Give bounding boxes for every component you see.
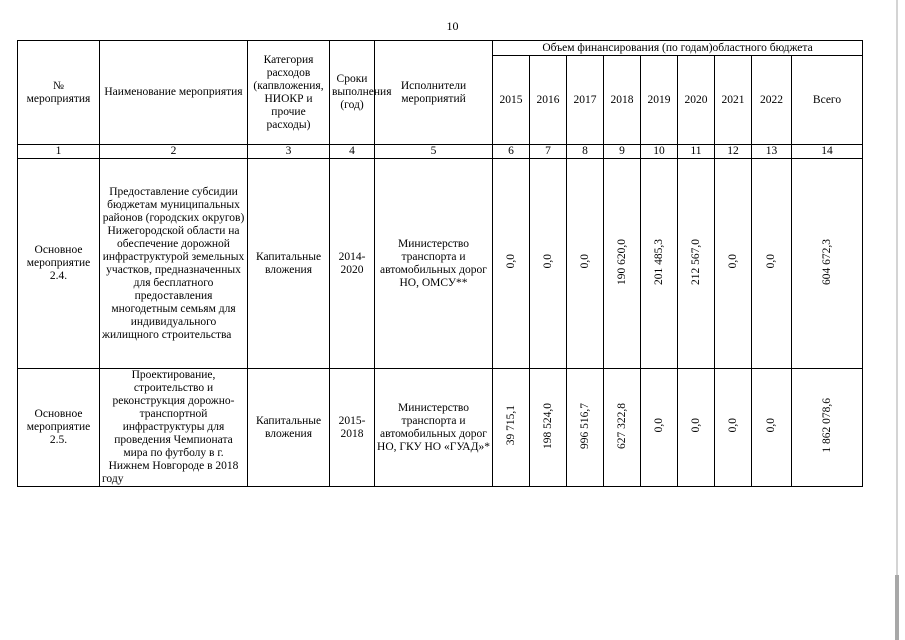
column-number: 4: [330, 145, 375, 159]
value-text: 627 322,8: [615, 402, 628, 449]
column-numbering-row: [18, 145, 863, 159]
row-value-2016: [530, 159, 567, 369]
header-name: Наименование мероприятия: [100, 41, 248, 145]
column-number: 3: [248, 145, 330, 159]
row-value-2019: [641, 159, 678, 369]
value-text: 39 715,1: [504, 405, 517, 446]
value-text: 996 516,7: [578, 402, 591, 449]
row-executors: Министерство транспорта и автомобильных дорог НО, ОМСУ**: [375, 159, 493, 369]
row-value-2019: [641, 369, 678, 487]
column-number: 2: [100, 145, 248, 159]
row-number: Основное мероприятие 2.4.: [18, 159, 100, 369]
column-number: 9: [604, 145, 641, 159]
row-name: Проектирование, строительство и реконструкция дорожно-транспортной инфраструктуры для проведения Чемпионата мира по футболу в г. Нижнем Новгороде в 2018 году: [100, 369, 248, 487]
row-value-2021: [715, 159, 752, 369]
header-year: 2021: [715, 56, 752, 145]
row-name: Предоставление субсидии бюджетам муниципальных районов (городских округов) Нижегородской области на обеспечение дорожной инфраструктурой земельных участков, предназначенных для бесплатного предоставления многодетным семьям для индивидуального жилищного строительства: [100, 159, 248, 369]
row-value-2017: [567, 369, 604, 487]
value-text: 0,0: [726, 254, 739, 269]
header-year: 2017: [567, 56, 604, 145]
column-number: 5: [375, 145, 493, 159]
value-text: 1 862 078,6: [820, 398, 833, 453]
row-value-2015: [493, 369, 530, 487]
header-year: 2019: [641, 56, 678, 145]
value-text: 0,0: [726, 418, 739, 433]
row-terms: 2015-2018: [330, 369, 375, 487]
row-value-2015: [493, 159, 530, 369]
row-category: Капитальные вложения: [248, 159, 330, 369]
value-text: 0,0: [765, 254, 777, 269]
row-value-total: [792, 159, 863, 369]
page-number: 10: [446, 19, 459, 33]
header-terms: Сроки выполнения (год): [330, 41, 375, 145]
row-value-2022: [752, 369, 792, 487]
value-text: 0,0: [689, 418, 702, 433]
row-category: Капитальные вложения: [248, 369, 330, 487]
header-year: 2020: [678, 56, 715, 145]
column-number: 12: [715, 145, 752, 159]
row-value-2018: [604, 369, 641, 487]
row-value-2020: [678, 159, 715, 369]
value-text: 0,0: [578, 254, 591, 269]
value-text: 198 524,0: [541, 402, 554, 449]
row-value-2018: [604, 159, 641, 369]
header-funding-group: Объем финансирования (по годам)областного бюджета: [493, 41, 863, 56]
value-text: 212 567,0: [689, 238, 702, 285]
scan-edge: [896, 0, 898, 640]
value-text: 190 620,0: [615, 238, 628, 285]
column-number: 8: [567, 145, 604, 159]
header-year: 2022: [752, 56, 792, 145]
row-value-2020: [678, 369, 715, 487]
row-value-2017: [567, 159, 604, 369]
row-value-2021: [715, 369, 752, 487]
row-value-2016: [530, 369, 567, 487]
column-number: 13: [752, 145, 792, 159]
table-row: [18, 159, 863, 369]
header-year: 2016: [530, 56, 567, 145]
header-total: Всего: [792, 56, 863, 145]
column-number: 6: [493, 145, 530, 159]
column-number: 1: [18, 145, 100, 159]
row-terms: 2014-2020: [330, 159, 375, 369]
column-number: 10: [641, 145, 678, 159]
header-year: 2015: [493, 56, 530, 145]
value-text: 0,0: [541, 254, 554, 269]
value-text: 0,0: [652, 418, 665, 433]
table-row: [18, 369, 863, 487]
value-text: 0,0: [504, 254, 517, 269]
column-number: 7: [530, 145, 567, 159]
funding-table: [17, 40, 863, 487]
header-number: № мероприятия: [18, 41, 100, 145]
header-category: Категория расходов (капвложения, НИОКР и прочие расходы): [248, 41, 330, 145]
value-text: 0,0: [765, 418, 777, 433]
row-number: Основное мероприятие 2.5.: [18, 369, 100, 487]
header-year: 2018: [604, 56, 641, 145]
value-text: 201 485,3: [652, 238, 665, 285]
value-text: 604 672,3: [820, 238, 833, 285]
header-executors: Исполнители мероприятий: [375, 41, 493, 145]
row-executors: Министерство транспорта и автомобильных дорог НО, ГКУ НО «ГУАД»*: [375, 369, 493, 487]
column-number: 11: [678, 145, 715, 159]
row-value-total: [792, 369, 863, 487]
row-value-2022: [752, 159, 792, 369]
header-row-top: [18, 41, 863, 56]
column-number: 14: [792, 145, 863, 159]
